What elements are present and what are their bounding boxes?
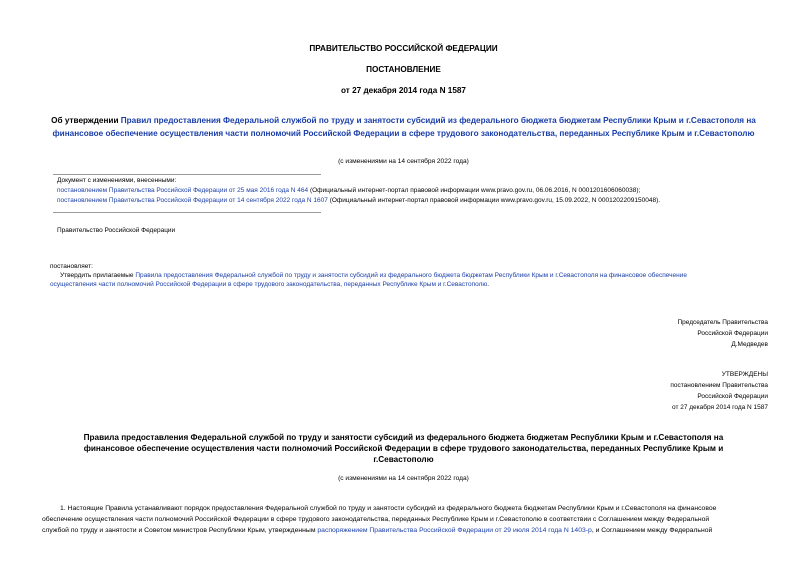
approved-line-1: УТВЕРЖДЕНЫ xyxy=(721,371,768,378)
rules-title-line-3: г.Севастополю xyxy=(373,455,434,464)
change-rest-1: (Официальный интернет-портал правовой информации www.pravo.gov.ru, 06.06.2016, N 0001201606060038); xyxy=(308,187,641,194)
issuer: Правительство Российской Федерации xyxy=(57,227,176,234)
decides-label: постановляет: xyxy=(50,263,93,270)
approve-prefix: Утвердить прилагаемые xyxy=(60,272,136,279)
approve-link-1[interactable]: Правила предоставления Федеральной службой по труду и занятости субсидий из федерального бюджета бюджетам Республики Крым и г.Севастополя на финансовое обеспечение xyxy=(135,272,687,279)
paragraph-1-prefix: службой по труду и занятости и Советом министров Республики Крым, утвержденным xyxy=(42,527,318,534)
approved-line-4: от 27 декабря 2014 года N 1587 xyxy=(671,404,768,411)
government-heading: ПРАВИТЕЛЬСТВО РОССИЙСКОЙ ФЕДЕРАЦИИ xyxy=(309,44,498,53)
approved-line-2: постановлением Правительства xyxy=(670,382,768,389)
change-item xyxy=(57,186,640,196)
paragraph-1-line-1: 1. Настоящие Правила устанавливают порядок предоставления Федеральной службой по труду и занятости субсидий из федерального бюджета бюджетам Республики Крым и г.Севастополя на финансовое xyxy=(60,505,717,512)
approve-suffix: . xyxy=(487,281,490,288)
document-date-number: от 27 декабря 2014 года N 1587 xyxy=(341,86,466,95)
paragraph-1-suffix: , и Соглашением между Федеральной xyxy=(591,527,713,534)
change-link-2[interactable]: постановлением Правительства Российской Федерации от 14 сентября 2022 года N 1607 xyxy=(57,197,328,204)
change-link-1[interactable]: постановлением Правительства Российской Федерации от 25 мая 2016 года N 464 xyxy=(57,187,309,194)
rules-title-line-2: финансовое обеспечение осуществления части полномочий Российской Федерации в сфере трудового законодательства, переданных Республике Крым и xyxy=(83,444,724,453)
signature-line-1: Председатель Правительства xyxy=(677,319,768,326)
approve-line-2 xyxy=(50,280,489,290)
approve-link-2[interactable]: осуществления части полномочий Российской Федерации в сфере трудового законодательства, переданных Республике Крым и г.Севастополю xyxy=(50,281,488,288)
title-prefix: Об утверждении xyxy=(51,116,121,125)
changes-heading: Документ с изменениями, внесенными: xyxy=(57,177,177,184)
separator-top xyxy=(53,174,321,175)
approved-line-3: Российской Федерации xyxy=(697,393,768,400)
document-title xyxy=(42,114,765,140)
signature-line-3: Д.Медведев xyxy=(731,341,768,348)
rules-amended-note: (с изменениями на 14 сентября 2022 года) xyxy=(338,475,469,482)
change-rest-2: (Официальный интернет-портал правовой информации www.pravo.gov.ru, 15.09.2022, N 0001202209150048). xyxy=(327,197,661,204)
paragraph-1-link[interactable]: распоряжением Правительства Российской Федерации от 29 июля 2014 года N 1403-р xyxy=(317,527,592,534)
amended-note: (с изменениями на 14 сентября 2022 года) xyxy=(338,158,469,165)
document-type: ПОСТАНОВЛЕНИЕ xyxy=(366,65,441,74)
rules-title-line-1: Правила предоставления Федеральной службой по труду и занятости субсидий из федерального бюджета бюджетам Республики Крым и г.Севастополя на xyxy=(83,433,724,442)
change-item xyxy=(57,196,660,206)
paragraph-1-line-2: обеспечение осуществления части полномочий Российской Федерации в сфере трудового законодательства, переданных Республике Крым и г.Севастополю в соответствии с Соглашением между Федеральной xyxy=(42,516,710,523)
paragraph-1-line-3 xyxy=(42,525,712,536)
separator-bottom xyxy=(53,212,321,213)
signature-line-2: Российской Федерации xyxy=(697,330,768,337)
title-link[interactable]: Правил предоставления Федеральной службой по труду и занятости субсидий из федерального бюджета бюджетам Республики Крым и г.Севастополя на финансовое обеспечение осуществления части полномочий Российской Федерации в сфере трудового законодательства, переданных Республике Крым и г.Севастополю xyxy=(52,116,756,138)
